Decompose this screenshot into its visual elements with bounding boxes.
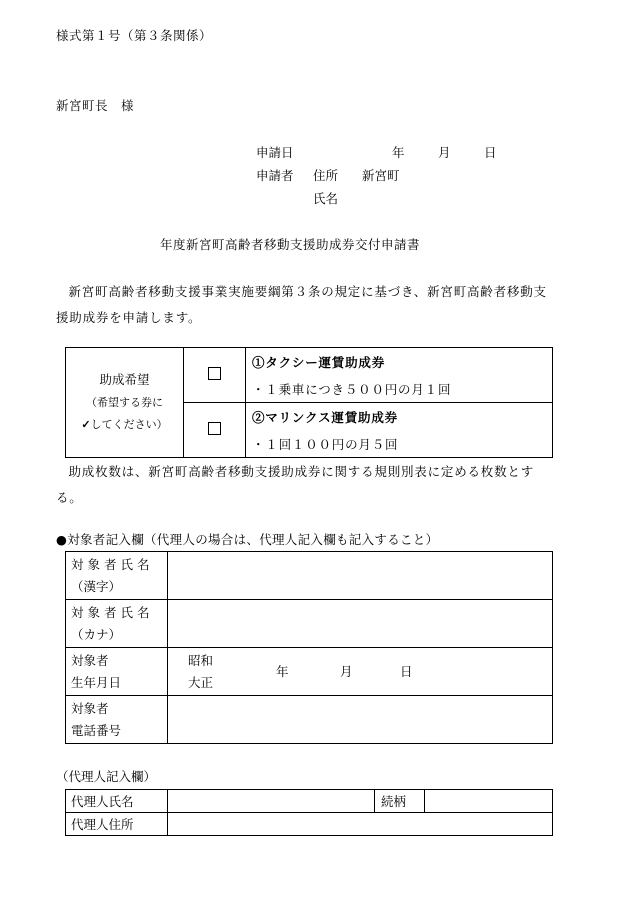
subsidy-table xyxy=(65,347,553,458)
proxy-name-label: 代理人氏名 xyxy=(66,790,168,813)
target-birth-label: 対象者 xyxy=(71,652,109,668)
birth-month: 月 xyxy=(340,663,353,679)
subsidy-label: 助成希望 xyxy=(99,371,150,387)
subsidy-note-line1: （希望する券に xyxy=(86,395,163,409)
name-label: 氏名 xyxy=(313,191,339,206)
target-kanji-input[interactable] xyxy=(168,552,553,600)
target-birth-label-cell xyxy=(66,648,168,696)
target-kanji-label-cell xyxy=(66,552,168,600)
era-showa[interactable]: 昭和 xyxy=(188,652,214,668)
birth-day: 日 xyxy=(400,663,413,679)
proxy-name-input[interactable] xyxy=(168,790,375,813)
address-label: 住所 xyxy=(313,168,339,183)
option-2-detail: ・１回１００円の月５回 xyxy=(246,431,553,458)
option-2-checkbox-cell[interactable] xyxy=(184,403,246,458)
target-phone-sub: 電話番号 xyxy=(71,722,122,738)
target-heading: ●対象者記入欄（代理人の場合は、代理人記入欄も記入すること） xyxy=(56,532,439,547)
body-text: 新宮町高齢者移動支援事業実施要綱第３条の規定に基づき、新宮町高齢者移動支援助成券を申請します。 xyxy=(56,284,547,325)
target-birth-input[interactable] xyxy=(168,648,553,696)
option-2-title: ②マリンクス運賃助成券 xyxy=(246,403,553,431)
target-birth-sub: 生年月日 xyxy=(71,674,122,690)
subsidy-label-cell xyxy=(66,348,184,458)
check-icon: ✓ xyxy=(81,417,91,431)
proxy-address-input[interactable] xyxy=(168,813,553,836)
target-kanji-label: 対象者氏名 xyxy=(71,556,154,572)
proxy-relation-label: 続柄 xyxy=(375,790,425,813)
target-kanji-sub: （漢字） xyxy=(71,578,122,594)
count-note: 助成枚数は、新宮町高齢者移動支援助成券に関する規則別表に定める枚数とする。 xyxy=(56,464,535,505)
date-month: 月 xyxy=(438,145,451,160)
target-kana-label: 対象者氏名 xyxy=(71,604,154,620)
form-id: 様式第１号（第３条関係） xyxy=(56,28,213,43)
applicant-label: 申請者 xyxy=(256,168,294,183)
target-kana-input[interactable] xyxy=(168,600,553,648)
target-phone-label-cell xyxy=(66,696,168,744)
target-kana-sub: （カナ） xyxy=(71,626,122,642)
proxy-relation-input[interactable] xyxy=(425,790,553,813)
date-label: 申請日 xyxy=(256,145,294,160)
option-2-checkbox[interactable] xyxy=(208,422,221,435)
option-1-detail: ・１乗車につき５００円の月１回 xyxy=(246,376,553,403)
option-1-checkbox-cell[interactable] xyxy=(184,348,246,403)
option-1-checkbox[interactable] xyxy=(208,367,221,380)
proxy-heading: （代理人記入欄） xyxy=(56,769,157,784)
date-year: 年 xyxy=(392,145,405,160)
addressee: 新宮町長 様 xyxy=(56,98,135,113)
proxy-table xyxy=(65,789,553,836)
option-1-title: ①タクシー運賃助成券 xyxy=(246,348,553,376)
form-title: 年度新宮町高齢者移動支援助成券交付申請書 xyxy=(160,237,421,252)
target-phone-label: 対象者 xyxy=(71,700,109,716)
target-table xyxy=(65,551,553,744)
birth-year: 年 xyxy=(276,663,289,679)
era-taisho[interactable]: 大正 xyxy=(188,674,214,690)
address-value: 新宮町 xyxy=(362,168,400,183)
subsidy-note-line2-wrap xyxy=(66,414,183,436)
target-phone-input[interactable] xyxy=(168,696,553,744)
date-day: 日 xyxy=(484,145,497,160)
proxy-address-label: 代理人住所 xyxy=(66,813,168,836)
subsidy-note-line2: してください） xyxy=(90,417,168,431)
target-kana-label-cell xyxy=(66,600,168,648)
